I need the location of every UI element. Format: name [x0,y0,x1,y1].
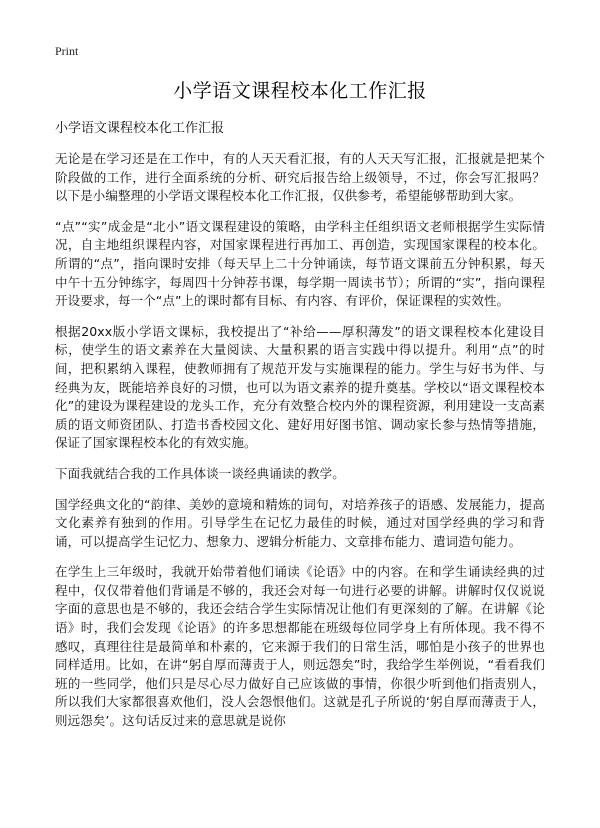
paragraph-intro: 无论是在学习还是在工作中，有的人天天看汇报，有的人天天写汇报，汇报就是把某个阶段做的工作，进行全面系统的分析、研究后报告给上级领导，不过，你会写汇报吗？以下是小编整理的小学语文课程校本化工作汇报，仅供参考，希望能够帮助到大家。 [55,151,545,204]
paragraph-transition: 下面我就结合我的工作具体谈一谈经典诵读的教学。 [55,465,345,481]
paragraph-strategy: “点”“实”成金是“北小”语文课程建设的策略，由学科主任组织语文老师根据学生实际情况，自主地组织课程内容，对国家课程进行再加工、再创造，实现国家课程的校本化。所谓的“点”，指向课时安排（每天早上二十分钟诵读，每节语文课前五分钟积累，每天中午十五分钟练字，每周四十分钟荐书课，每学期一周读书节）；所谓的“实”，指向课程开设要求，每一个“点”上的课时都有目标、有内容、有评价，保证课程的实效性。 [55,218,545,309]
page-title: 小学语文课程校本化工作汇报 [173,80,427,102]
paragraph-goals: 根据20xx版小学语文课标，我校提出了“补给——厚积薄发”的语文课程校本化建设目标，使学生的语文素养在大量阅读、大量积累的语言实践中得以提升。利用“点”的时间，把积累纳入课程，使教师拥有了规范开发与实施课程的能力。学生与好书为伴、与经典为友，既能培养良好的习惯，也可以为语文素养的提升奠基。学校以“语文课程校本化”的建设为课程建设的龙头工作，充分有效整合校内外的课程资源，利用建设一支高素质的语文师资团队、打造书香校园文化、建好用好图书馆、调动家长参与热情等措施，保证了国家课程校本化的有效实施。 [55,323,545,451]
document-body [55,120,545,743]
print-link[interactable]: Print [55,44,79,58]
paragraph-classics: 国学经典文化的“韵律、美妙的意境和精炼的词句，对培养孩子的语感、发展能力，提高文化素养有独到的作用。引导学生在记忆力最佳的时候，通过对国学经典的学习和背诵，可以提高学生记忆力、想象力、逻辑分析能力、文章排布能力、遣词造句能力。 [55,496,545,549]
paragraph-analects: 在学生上三年级时，我就开始带着他们诵读《论语》中的内容。在和学生诵读经典的过程中，仅仅带着他们背诵是不够的，我还会对每一句进行必要的讲解。讲解时仅仅说说字面的意思也是不够的，我还会结合学生实际情况让他们有更深刻的了解。在讲解《论语》时，我们会发现《论语》的许多思想都能在班级每位同学身上有所体现。我不得不感叹，真理往往是最简单和朴素的，它来源于我们的日常生活，哪怕是小孩子的世界也同样适用。比如，在讲“躬自厚而薄责于人，则远怨矣”时，我给学生举例说，“看看我们班的一些同学，他们只是尽心尽力做好自己应该做的事情，你很少听到他们指责别人，所以我们大家都很喜欢他们，没人会怨恨他们。这就是孔子所说的‘躬自厚而薄责于人，则远怨矣’。这句话反过来的意思就是说你 [55,564,545,729]
document-subtitle: 小学语文课程校本化工作汇报 [55,121,225,136]
